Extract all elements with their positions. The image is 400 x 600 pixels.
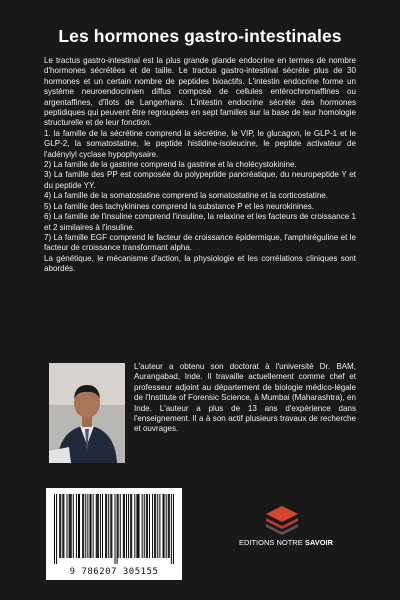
barcode-bar	[62, 494, 63, 558]
barcode-bar	[139, 494, 140, 558]
barcode-bar	[93, 494, 94, 558]
barcode-bar	[105, 494, 106, 558]
barcode-bar	[118, 494, 119, 558]
barcode-bar	[91, 494, 92, 558]
barcode-bar	[60, 494, 61, 558]
barcode-bar	[120, 494, 121, 558]
barcode-bar	[70, 494, 71, 558]
barcode-bar	[157, 494, 158, 558]
barcode-bar	[173, 494, 174, 564]
barcode-bar	[67, 494, 68, 558]
description-paragraph: 4) La famille de la somatostatine comprend la somatostatine et la corticostatine.	[44, 191, 329, 201]
barcode-bar	[154, 494, 155, 558]
barcode-bar	[79, 494, 80, 558]
barcode-bar	[69, 494, 70, 558]
barcode-bar	[73, 494, 74, 558]
description-paragraph: 7) La famille EGF comprend le facteur de croissance épidermique, l'amphiréguline et le facteur de croissance transformant alpha.	[44, 232, 356, 253]
publisher-suffix: SAVOIR	[304, 538, 334, 547]
isbn-number: 9 786207 305155	[69, 567, 159, 577]
barcode-bar	[126, 494, 127, 558]
barcode-bar	[137, 494, 138, 558]
publisher-name	[238, 538, 334, 547]
description-paragraph: 3) La famille des PP est composée du polypeptide pancréatique, du neuropeptide Y et du peptide YY.	[44, 170, 356, 190]
description-paragraph: 1. la famille de la sécrétine comprend la sécrétine, le VIP, le glucagon, le GLP-1 et le GLP-2, la somatostatine, le peptide histidine-isoleucine, le peptide activateur de l'adénylyl cyclase hypophysaire.	[44, 128, 356, 159]
description-paragraph: 5) La famille des tachykinines comprend la substance P et les neurokinines.	[44, 201, 315, 211]
barcode-bar	[54, 494, 55, 564]
barcode-bar	[97, 494, 98, 558]
barcode-bar	[123, 494, 124, 558]
barcode-bar	[128, 494, 129, 558]
barcode-bar	[142, 494, 143, 558]
barcode-bar	[146, 494, 147, 558]
author-bio: L'auteur a obtenu son doctorat à l'université Dr. BAM, Aurangabad, Inde. Il travaille actuellement comme chef et professeur adjoint au département de biologie médico-légale de l'Institute of Forensic Science, à Mumbai (Maharashtra), en Inde. L'auteur a plus de 13 ans d'expérience dans l'enseignement. Il a à son actif plusieurs travaux de recherche et ouvrages.	[134, 362, 356, 434]
barcode-bar	[63, 494, 64, 558]
barcode-bar	[164, 494, 165, 558]
barcode-bar	[149, 494, 150, 558]
barcode-bar	[108, 494, 109, 558]
barcode-bar	[56, 494, 57, 564]
barcode-bar	[78, 494, 79, 558]
barcode-bar	[136, 494, 137, 558]
description-paragraph: 6) La famille de l'insuline comprend l'insuline, la relaxine et les facteurs de croissance 1 et 2 similaires à l'insuline.	[44, 212, 356, 232]
barcode-bar	[98, 494, 99, 558]
barcode-bar	[89, 494, 90, 558]
barcode-bar	[169, 494, 170, 558]
barcode-bar	[117, 494, 118, 564]
barcode-bar	[96, 494, 97, 558]
description-paragraph: 2) La famille de la gastrine comprend la gastrine et la cholécystokinine.	[44, 160, 297, 170]
barcode-bar	[166, 494, 167, 558]
barcode-bar	[59, 494, 60, 558]
barcode-bar	[131, 494, 132, 558]
description-paragraph: Le tractus gastro-intestinal est la plus grande glande endocrine en termes de nombre d'hormones sécrétées et de taille. Le tractus gastro-intestinal sécrète plus de 30 hormones et un certain nombre de peptides bioactifs. L'intestin endocrine forme un système neuroendocrinien diffus composé de cellules entérochromaffines ou argentaffines, d'îlots de Langerhans. L'intestin endocrine sécrète des hormones peptidiques qui peuvent être regroupées en sept familles sur la base de leur homologie structurelle et de leur fonction.	[44, 56, 356, 128]
barcode-bar	[163, 494, 164, 558]
barcode-bar	[85, 494, 86, 558]
publisher-logo-icon	[262, 502, 302, 536]
barcode-bar	[168, 494, 169, 558]
barcode-bar	[159, 494, 160, 558]
barcode-bar	[115, 494, 116, 564]
barcode-bar	[152, 494, 153, 558]
barcode	[46, 488, 182, 580]
barcode-bar	[130, 494, 131, 558]
description-paragraph: La génétique, le mécanisme d'action, la physiologie et les corrélations cliniques sont abordés.	[44, 253, 356, 274]
barcode-bar	[111, 494, 112, 558]
barcode-bar	[71, 494, 72, 558]
barcode-bar	[100, 494, 101, 558]
barcode-bar	[134, 494, 135, 558]
barcode-bar	[83, 494, 84, 558]
author-portrait-icon	[49, 363, 125, 463]
publisher-prefix: EDITIONS NOTRE	[238, 538, 303, 547]
barcode-bar	[144, 494, 145, 558]
barcode-bar	[171, 494, 172, 564]
author-photo	[49, 363, 125, 463]
barcode-bar	[82, 494, 83, 558]
barcode-bar	[106, 494, 107, 558]
barcode-bar	[110, 494, 111, 558]
book-title: Les hormones gastro-intestinales	[58, 26, 342, 46]
barcode-bar	[102, 494, 103, 558]
barcode-bar	[76, 494, 77, 558]
barcode-bar	[87, 494, 88, 558]
barcode-bar	[155, 494, 156, 558]
barcode-bars	[54, 494, 174, 564]
barcode-bar	[124, 494, 125, 558]
book-description	[44, 56, 356, 275]
barcode-bar	[147, 494, 148, 558]
